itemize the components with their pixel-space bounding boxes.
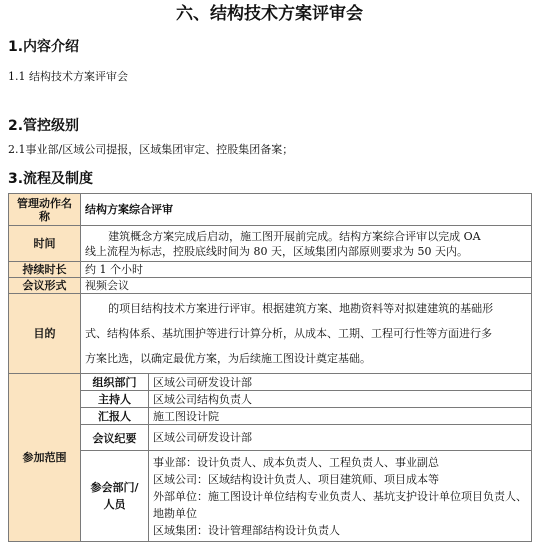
organizer-value: 区域公司研发设计部 [149, 374, 532, 391]
participants-line: 外部单位：施工图设计单位结构专业负责人、基坑支护设计单位项目负责人、 [153, 489, 527, 503]
participants-line: 区域公司：区域结构设计负责人、项目建筑师、项目成本等 [153, 472, 439, 486]
minutes-label: 会议纪要 [81, 425, 149, 451]
section-heading-process-rules: 3.流程及制度 [8, 171, 94, 187]
action-name-value: 结构方案综合评审 [81, 194, 532, 226]
participants-value [149, 451, 532, 542]
table-row [9, 226, 532, 262]
meeting-format-value: 视频会议 [81, 278, 532, 294]
section-text-control-level: 2.1事业部/区域公司提报，区域集团审定、控股集团备案； [8, 143, 294, 156]
table-row [9, 391, 532, 408]
participants-line: 区域集团：设计管理部结构设计负责人 [153, 523, 340, 537]
table-row [9, 262, 532, 278]
action-name-label: 管理动作名称 [9, 194, 81, 226]
section-text-content-intro: 1.1 结构技术方案评审会 [8, 70, 128, 83]
process-table [8, 193, 532, 542]
reporter-label: 汇报人 [81, 408, 149, 425]
duration-label: 持续时长 [9, 262, 81, 278]
time-line: 线上流程为标志，控股底线时间为 80 天，区域集团内部原则要求为 50 天内。 [85, 244, 468, 258]
host-value: 区域公司结构负责人 [149, 391, 532, 408]
organizer-label: 组织部门 [81, 374, 149, 391]
minutes-value: 区域公司研发设计部 [149, 425, 532, 451]
time-line: 建筑概念方案完成后启动，施工图开展前完成。结构方案综合评审以完成 OA [108, 229, 481, 243]
purpose-line: 式、结构体系、基坑围护等进行计算分析，从成本、工期、工程可行性等方面进行多 [85, 327, 492, 340]
table-row [9, 374, 532, 391]
purpose-label: 目的 [9, 294, 81, 374]
document-title: 六、结构技术方案评审会 [176, 4, 363, 24]
meeting-format-label: 会议形式 [9, 278, 81, 294]
participants-line: 地勘单位 [153, 506, 197, 520]
table-row [9, 294, 532, 374]
participants-line: 事业部：设计负责人、成本负责人、工程负责人、事业副总 [153, 455, 439, 469]
host-label: 主持人 [81, 391, 149, 408]
purpose-value [81, 294, 532, 374]
table-row [9, 451, 532, 542]
table-row [9, 408, 532, 425]
time-value [81, 226, 532, 262]
table-row [9, 278, 532, 294]
participants-label: 参会部门/人员 [81, 451, 149, 542]
reporter-value: 施工图设计院 [149, 408, 532, 425]
table-row [9, 425, 532, 451]
participation-scope-label: 参加范围 [9, 374, 81, 542]
duration-value: 约 1 个小时 [81, 262, 532, 278]
time-label: 时间 [9, 226, 81, 262]
section-heading-content-intro: 1.内容介绍 [8, 39, 80, 55]
section-heading-control-level: 2.管控级别 [8, 118, 80, 134]
purpose-line: 方案比选，以确定最优方案，为后续施工图设计奠定基础。 [85, 352, 371, 365]
table-row [9, 194, 532, 226]
purpose-line: 的项目结构技术方案进行评审。根据建筑方案、地勘资料等对拟建建筑的基础形 [108, 302, 494, 315]
